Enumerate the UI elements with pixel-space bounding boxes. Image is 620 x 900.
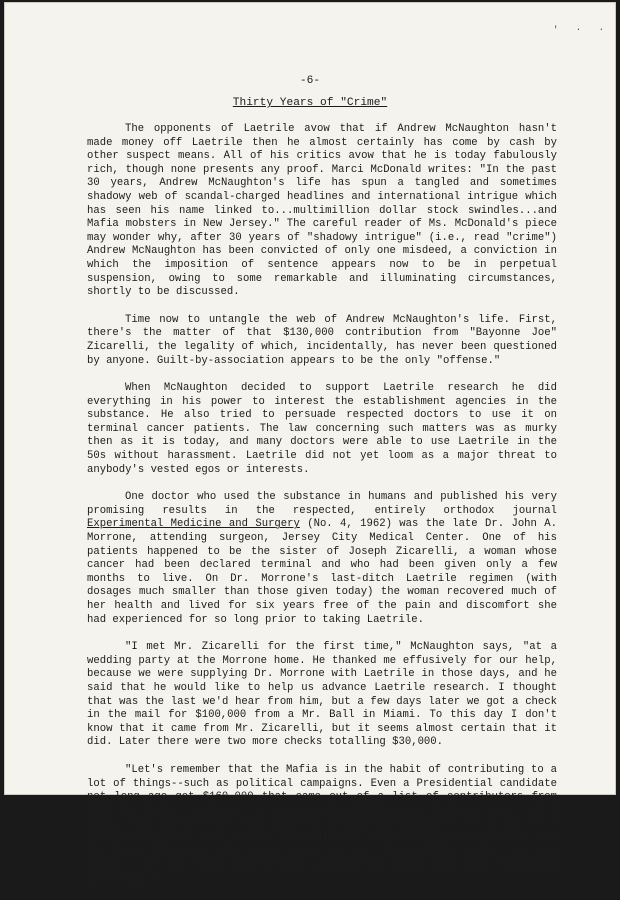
paragraph-text: Time now to untangle the web of Andrew McNaughton's life. First, there's the matter of that $130,000 contribution from "Bayonne Joe" Zicarelli, the legality of which, incidentally, has never been questioned by anyone. Guilt-by-association appears to be the only "offense." — [87, 313, 557, 367]
paragraph-6 — [87, 764, 557, 886]
paragraph-text: "I met Mr. Zicarelli for the first time," McNaughton says, "at a wedding party at the Morrone home. He thanked me effusively for our help, because we were supplying Dr. Morrone with Laetrile in those days, and he said that he would like to help us advance Laetrile research. I thought that was the last we'd hear from him, but a few days later we got a check in the mail for $100,000 from a Mr. Ball in Miami. To this day I don't know that it came from Mr. Zicarelli, but it seems almost certain that it did. Later there were two more checks totalling $30,000. — [87, 641, 557, 749]
page-number: -6- — [299, 75, 321, 87]
paragraph-5 — [87, 641, 557, 750]
paragraph-2 — [87, 314, 557, 368]
journal-title: Experimental Medicine and Surgery — [87, 518, 300, 531]
paragraph-text: The opponents of Laetrile avow that if Andrew McNaughton hasn't made money off Laetrile then he almost certainly has come by cash by other suspect means. All of his critics avow that he is today fabulously rich, though none presents any proof. Marci McDonald writes: "In the past 30 years, Andrew McNaughton's life has spun a tangled and sometimes shadowy web of scandal-charged headlines and international intrigue which has seen his name linked to...multimillion dollar stock swindles...and Mafia mobsters in New Jersey." The careful reader of Ms. McDonald's piece may wonder why, after 30 years of "shadowy intrigue" (i.e., read "crime") Andrew McNaughton has been convicted of only one misdeed, a conviction in which the imposition of sentence appears now to be in perpetual suspension, owing to some remarkable and illuminating circumstances, shortly to be discussed. — [87, 123, 557, 299]
paragraph-text: One doctor who used the substance in humans and published his very promising results in the respected, entirely orthodox journal — [87, 491, 557, 517]
paragraph-3 — [87, 382, 557, 477]
corner-marks: ' · · — [553, 25, 611, 35]
paragraph-text: When McNaughton decided to support Laetrile research he did everything in his power to interest the establishment agencies in the substance. He also tried to persuade respected doctors to use it on terminal cancer patients. The law concerning such matters was as murky then as it is today, and many doctors were able to use Laetrile in the 50s without harassment. Laetrile did not yet loom as a major threat to anybody's vested egos or interests. — [87, 382, 557, 476]
paragraph-text: "Let's remember that the Mafia is in the habit of contributing to a lot of things--such as political campaigns. Even a Presidential candidate not long ago got $160,000 that came out of a list of contributors from Jake the Factor, which is a nice romantic Mafia name. And you know, and I know, that the reasons they give to political campaigns are a lot less praiseworthy than the reasons they give to the McNaughton Foundation and the like. Whatever the case, this was Mr. Zicarelli's gift, not the Mafia's. If the Mafia were behind Laetrile it would have been legalized years ago." — [87, 763, 557, 885]
paragraph-text: (No. 4, 1962) was the late Dr. John A. Morrone, attending surgeon, Jersey City Medical Center. One of his patients happened to be the sister of Joseph Zicarelli, a woman whose cancer had been declared terminal and who had been given only a few months to live. On Dr. Morrone's last-ditch Laetrile regimen (with dosages much smaller than those given today) the woman recovered much of her health and lived for six years free of the pain and discomfort she had experienced for so long prior to taking Laetrile. — [87, 518, 557, 626]
body-text — [87, 123, 557, 900]
paragraph-1 — [87, 123, 557, 300]
paragraph-4 — [87, 491, 557, 627]
document-page — [4, 2, 616, 885]
section-title: Thirty Years of "Crime" — [232, 97, 388, 109]
